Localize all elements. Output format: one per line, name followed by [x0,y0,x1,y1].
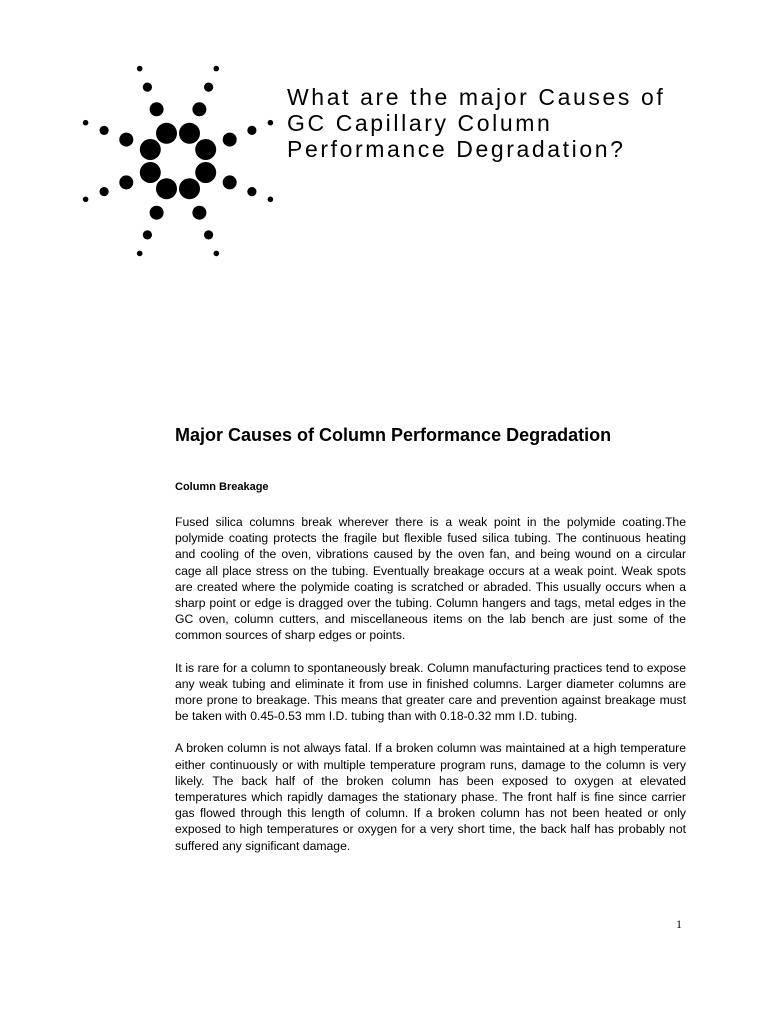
paragraph: It is rare for a column to spontaneously break. Column manufacturing practices tend to expose any weak tubing and eliminate it from use in finished columns. Larger diameter columns are more prone to breakage. This means that greater care and prevention against breakage must be taken with 0.45-0.53 mm I.D. tubing than with 0.18-0.32 mm I.D. tubing. [175,660,686,724]
paragraph: A broken column is not always fatal. If a broken column was maintained at a high temperature either continuously or with multiple temperature program runs, damage to the column is very likely. The back half of the broken column has been exposed to oxygen at elevated temperatures which rapidly damages the stationary phase. The front half is fine since carrier gas flowed through this length of column. If a broken column has not been heated or only exposed to high temperatures or oxygen for a very short time, the back half has probably not suffered any significant damage. [175,741,686,853]
logo-dot [268,120,274,126]
logo-dot [137,251,143,257]
logo-dot [214,66,220,72]
logo-dot [247,187,256,196]
logo-dot [100,187,109,196]
logo-dot [119,175,133,189]
logo-dot [204,230,213,239]
paragraph: Fused silica columns break wherever there is a weak point in the polymide coating.The polymide coating protects the fragile but flexible fused silica tubing. The continuous heating and cooling of the oven, vibrations caused by the oven fan, and being wound on a circular cage all place stress on the tubing. Eventually breakage occurs at a weak point. Weak spots are created where the polymide coating is scratched or abraded. This usually occurs when a sharp point or edge is dragged over the tubing. Column hangers and tags, metal edges in the GC oven, column cutters, and miscellaneous items on the lab bench are just some of the common sources of sharp edges or points. [175,515,686,643]
logo-dot [247,126,256,135]
cover-title-line: What are the major Causes of [287,84,666,110]
logo-dot [140,162,161,183]
body-text [175,514,686,870]
logo-dot [223,175,237,189]
logo-dot [119,133,133,147]
logo-dot [192,102,206,116]
spark-logo-icon [76,58,280,268]
logo-dot [268,197,274,203]
page-number: 1 [676,917,682,931]
logo-dot [143,83,152,92]
logo-dot [83,197,89,203]
cover-title-line: Performance Degradation? [287,136,626,162]
logo-dot [192,206,206,220]
logo-dot [195,139,216,160]
logo-dot [137,66,143,72]
logo-dot [156,123,177,144]
logo-dot [195,162,216,183]
logo-dot [150,206,164,220]
cover-title [287,84,747,162]
logo-dot [100,126,109,135]
logo-dot [179,178,200,199]
section-heading: Major Causes of Column Performance Degradation [175,425,612,445]
logo-dot [223,133,237,147]
logo-dot [140,139,161,160]
logo-dot [83,120,89,126]
logo-dot [214,251,220,257]
logo-dot [204,83,213,92]
logo-dot [156,178,177,199]
logo-dot [143,230,152,239]
subheading-column-breakage: Column Breakage [175,481,269,493]
logo-dot [150,102,164,116]
cover-title-line: GC Capillary Column [287,110,553,136]
logo-dot [179,123,200,144]
